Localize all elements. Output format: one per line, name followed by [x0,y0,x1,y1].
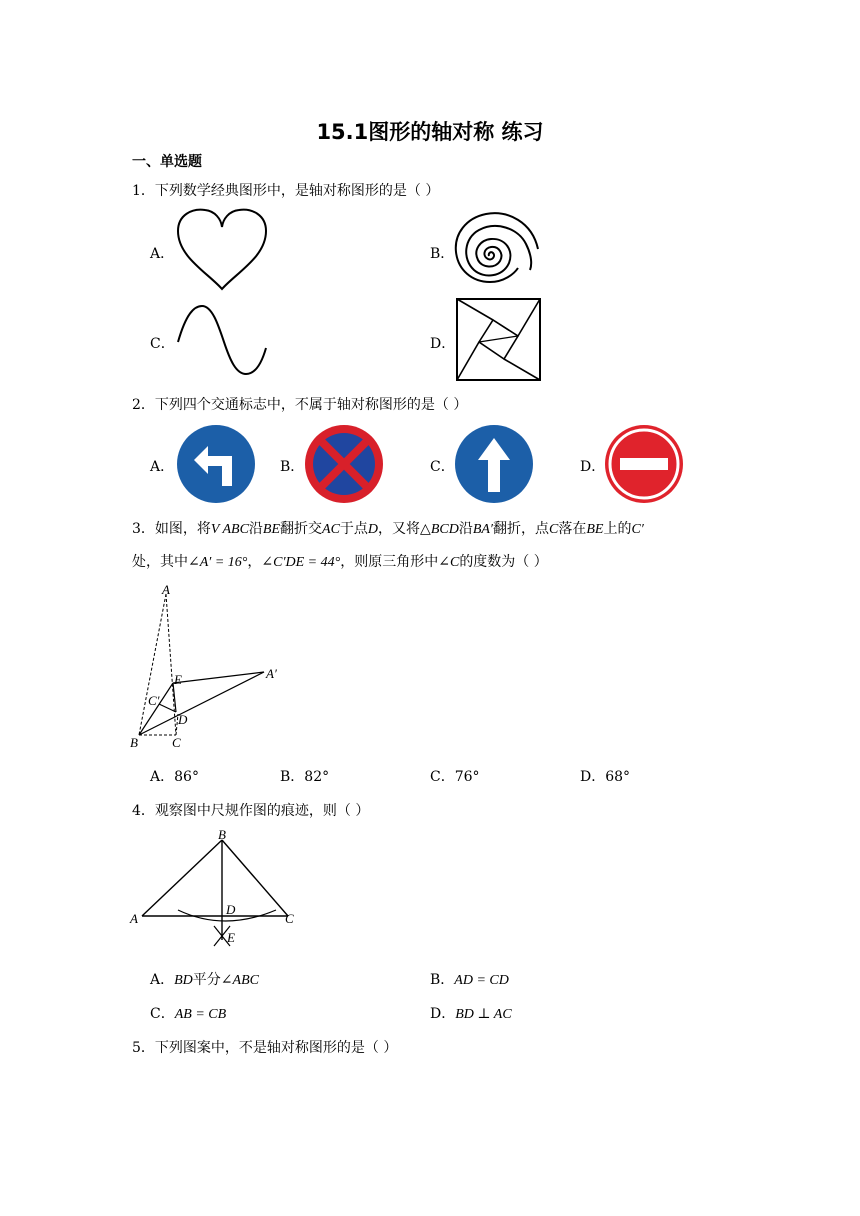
q1-option-c-label: C． [150,336,175,352]
q1-option-a-label: A． [150,246,175,262]
no-entry-sign-icon [604,424,686,504]
q4-label-b: B [218,827,226,842]
q2-option-c-label: C． [430,459,455,475]
q5-stem: 5．下列图案中，不是轴对称图形的是（ ） [132,1040,398,1056]
q3-option-d: D．68° [580,769,631,785]
heart-icon [172,205,272,295]
spiral-icon [452,210,552,290]
q4-option-a: A．BD平分∠ABC [150,972,259,988]
q4-label-c: C [285,911,294,926]
q2-option-d-label: D． [580,459,606,475]
no-stopping-sign-icon [304,424,386,504]
q4-label-d: D [226,902,236,917]
page-title: 15.1图形的轴对称 练习 [316,120,544,144]
q1-option-d-label: D． [430,336,456,352]
q3-option-c: C．76° [430,769,480,785]
q4-option-d: D．BD ⊥ AC [430,1006,512,1022]
q3-stem-line2: 处，其中∠A′ = 16°，∠C′DE = 44°，则原三角形中∠C的度数为（ ） [132,554,548,570]
q2-option-b-label: B． [280,459,305,475]
turn-left-sign-icon [176,424,258,504]
q4-option-c: C．AB = CB [150,1006,227,1022]
q3-label-a-prime: A′ [266,666,277,681]
q3-label-c: C [172,735,181,750]
q4-triangle-figure [128,826,308,952]
q3-option-a: A．86° [150,769,199,785]
q1-stem: 1．下列数学经典图形中，是轴对称图形的是（ ） [132,183,440,199]
q4-option-b: B．AD = CD [430,972,509,988]
q3-option-b: B．82° [280,769,330,785]
q3-label-d: D [178,712,188,727]
q4-stem: 4．观察图中尺规作图的痕迹，则（ ） [132,803,370,819]
q3-stem-line1: 3．如图，将V ABC沿BE翻折交AC于点D，又将△BCD沿BA′翻折，点C落在BE上的C′ [132,521,644,537]
q3-label-a: A [162,582,170,597]
q2-stem: 2．下列四个交通标志中，不属于轴对称图形的是（ ） [132,397,468,413]
square-pinwheel-icon [456,298,542,382]
q3-label-c-prime: C′ [148,693,160,708]
section-heading: 一、单选题 [132,154,202,170]
q4-label-a: A [130,911,138,926]
q4-label-e: E [227,930,235,945]
sine-wave-icon [172,300,272,380]
go-straight-sign-icon [454,424,536,504]
q3-label-b: B [130,735,138,750]
q3-triangle-figure [128,580,288,756]
q1-option-b-label: B． [430,246,455,262]
q3-label-e: E [174,672,182,687]
q2-option-a-label: A． [150,459,175,475]
